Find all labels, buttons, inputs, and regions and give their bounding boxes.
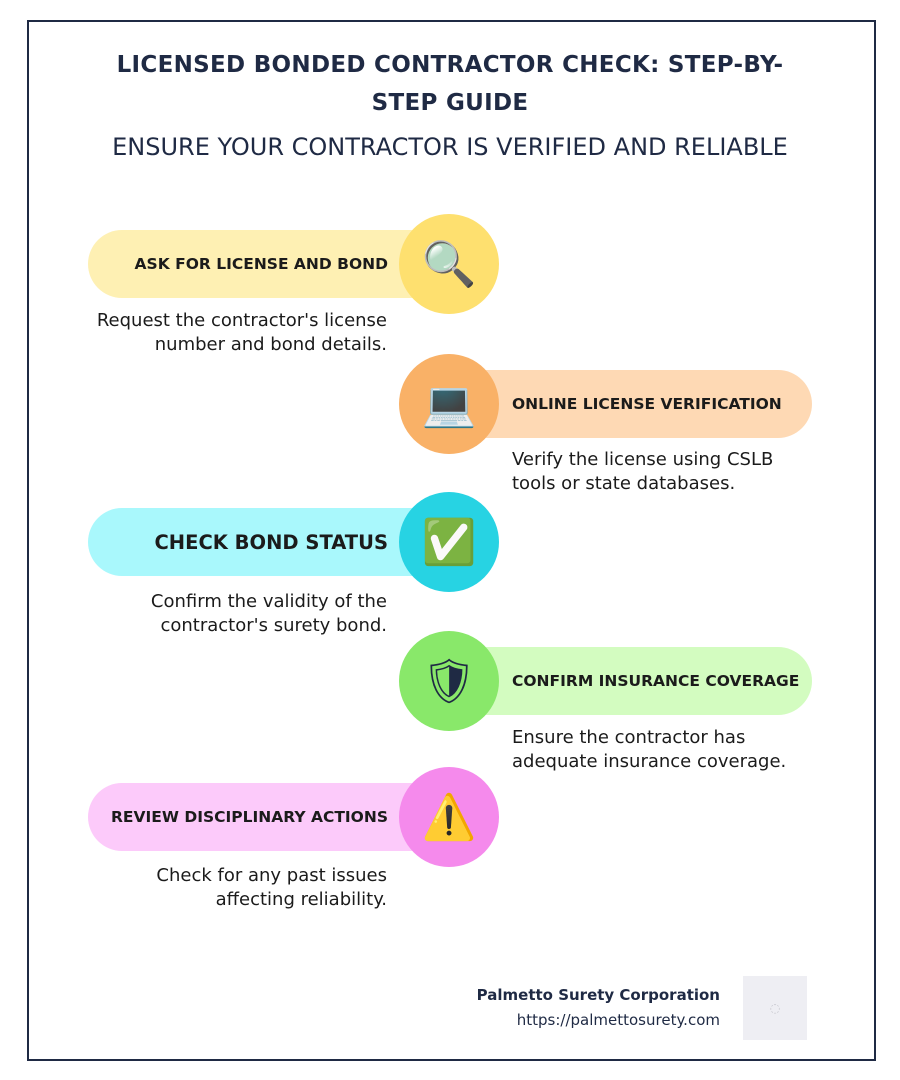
step-label: ASK FOR LICENSE AND BOND (134, 255, 388, 273)
page-subtitle: ENSURE YOUR CONTRACTOR IS VERIFIED AND RELIABLE (112, 133, 788, 161)
magnifying-glass-icon: 🔍 (421, 239, 477, 290)
step-5-banner (88, 783, 418, 851)
company-name: Palmetto Surety Corporation (476, 986, 720, 1004)
step-description: Request the contractor's license number and bond details. (96, 310, 387, 355)
step-4-banner (470, 647, 812, 715)
step-description: Check for any past issues affecting reliability. (156, 865, 387, 910)
step-5-circle (399, 767, 499, 867)
step-1-banner (88, 230, 418, 298)
step-2-circle (399, 354, 499, 454)
check-mark-icon: ✅ (421, 517, 477, 568)
step-description: Ensure the contractor has adequate insurance coverage. (512, 727, 787, 772)
company-url[interactable]: https://palmettosurety.com (516, 1011, 720, 1029)
shield-icon: 🛡 (421, 656, 477, 707)
step-4-circle (399, 631, 499, 731)
step-2-banner (470, 370, 812, 438)
step-description: Confirm the validity of the contractor's surety bond. (150, 591, 387, 636)
step-3-banner (88, 508, 418, 576)
laptop-icon: 💻 (421, 379, 477, 430)
step-label: ONLINE LICENSE VERIFICATION (512, 395, 782, 413)
step-1-circle (399, 214, 499, 314)
company-logo: ◌ (743, 976, 807, 1040)
step-label: CONFIRM INSURANCE COVERAGE (512, 672, 800, 690)
step-label: REVIEW DISCIPLINARY ACTIONS (110, 808, 388, 826)
step-label: CHECK BOND STATUS (154, 530, 388, 554)
step-3-circle (399, 492, 499, 592)
page-title: LICENSED BONDED CONTRACTOR CHECK: STEP-BY-STEP GUIDE (116, 52, 784, 116)
step-description: Verify the license using CSLB tools or state databases. (512, 449, 774, 494)
warning-icon: ⚠️ (421, 792, 477, 843)
